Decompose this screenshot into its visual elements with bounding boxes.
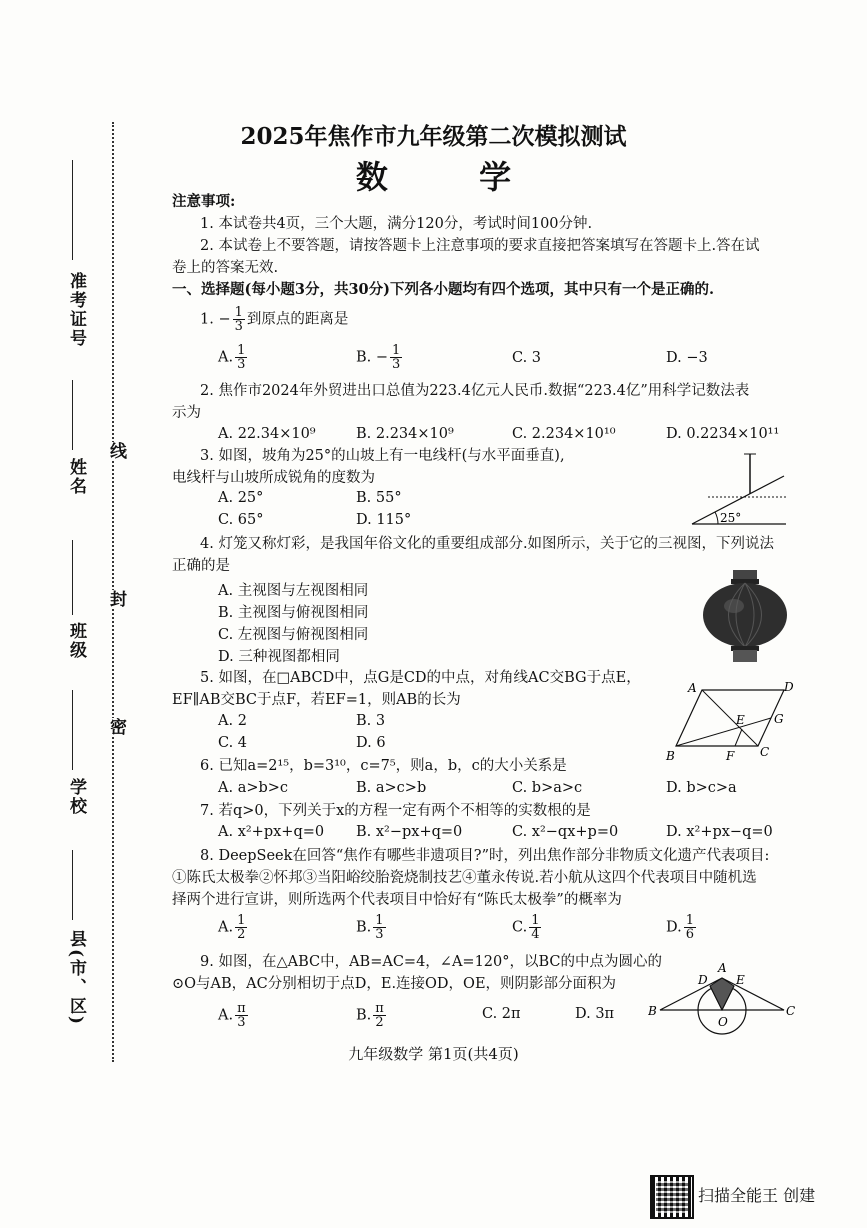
q2-option-b[interactable]: B. 2.234×10⁹ xyxy=(356,426,454,442)
svg-text:C: C xyxy=(786,1004,796,1018)
svg-text:E: E xyxy=(736,713,745,727)
q7-option-b[interactable]: B. x²−px+q=0 xyxy=(356,824,463,840)
question-1: 1. − $\frac{1}{3}$ 到原点的距离是 xyxy=(200,305,349,334)
class-blank xyxy=(72,540,73,615)
q7-option-d[interactable]: D. x²+px−q=0 xyxy=(666,824,773,840)
seal-char-line: 线 xyxy=(104,442,129,461)
q9-option-c[interactable]: C. 2π xyxy=(482,1006,521,1022)
class-label: 班级 xyxy=(66,622,86,660)
q5-option-b[interactable]: B. 3 xyxy=(356,713,386,729)
q6-option-d[interactable]: D. b>c>a xyxy=(666,780,737,796)
q5-option-a[interactable]: A. 2 xyxy=(218,713,247,729)
q2-option-d[interactable]: D. 0.2234×10¹¹ xyxy=(666,426,780,442)
q3-line-1: 3. 如图，坡角为25°的山坡上有一电线杆(与水平面垂直), xyxy=(200,448,565,464)
svg-text:A: A xyxy=(718,961,727,975)
q7-line-1: 7. 若q>0，下列关于x的方程一定有两个不相等的实数根的是 xyxy=(200,803,591,819)
parallelogram-figure xyxy=(662,678,798,766)
q4-line-1: 4. 灯笼又称灯彩，是我国年俗文化的重要组成部分.如图所示，关于它的三视图，下列说法 xyxy=(200,536,775,552)
q5-line-1: 5. 如图，在□ABCD中，点G是CD的中点，对角线AC交BG于点E， xyxy=(200,670,641,686)
q3-option-b[interactable]: B. 55° xyxy=(356,490,402,506)
q1-option-c[interactable]: C. 3 xyxy=(512,350,542,366)
note-2b: 卷上的答案无效. xyxy=(172,260,279,276)
scanner-watermark: 扫描全能王 创建 xyxy=(698,1186,816,1205)
q8-option-a[interactable]: A. $\frac{1}{2}$ xyxy=(218,913,246,942)
q6-line-1: 6. 已知a=2¹⁵，b=3¹⁰，c=7⁵，则a，b，c的大小关系是 xyxy=(200,758,567,774)
name-blank xyxy=(72,380,73,450)
q1-option-a[interactable]: A. $\frac{1}{3}$ xyxy=(218,343,246,372)
q3-line-2: 电线杆与山坡所成锐角的度数为 xyxy=(172,470,375,486)
slope-pole-figure xyxy=(688,448,788,528)
svg-text:O: O xyxy=(718,1015,728,1029)
q2-line-2: 示为 xyxy=(172,405,201,421)
q9-line-1: 9. 如图，在△ABC中，AB=AC=4，∠A=120°，以BC的中点为圆心的 xyxy=(200,954,663,970)
q4-option-c[interactable]: C. 左视图与俯视图相同 xyxy=(218,627,369,643)
q5-option-c[interactable]: C. 4 xyxy=(218,735,248,751)
svg-text:D: D xyxy=(784,680,794,694)
q9-line-2: ⊙O与AB，AC分别相切于点D，E.连接OD，OE，则阴影部分面积为 xyxy=(172,976,617,992)
svg-text:D: D xyxy=(698,973,708,987)
q7-option-a[interactable]: A. x²+px+q=0 xyxy=(218,824,325,840)
svg-text:F: F xyxy=(726,749,735,763)
q6-option-b[interactable]: B. a>c>b xyxy=(356,780,427,796)
q8-line-2: ①陈氏太极拳②怀邦③当阳峪绞胎瓷烧制技艺④董永传说.若小航从这四个代表项目中随机选 xyxy=(172,870,757,886)
q6-option-a[interactable]: A. a>b>c xyxy=(218,780,289,796)
lantern-image xyxy=(702,568,788,664)
school-label: 学校 xyxy=(66,778,86,816)
subject-title: 数 学 xyxy=(355,158,552,196)
page-footer: 九年级数学 第1页(共4页) xyxy=(348,1045,519,1063)
q3-option-d[interactable]: D. 115° xyxy=(356,512,412,528)
svg-text:G: G xyxy=(774,712,784,726)
q3-option-a[interactable]: A. 25° xyxy=(218,490,264,506)
seal-char-seal: 封 xyxy=(104,590,129,609)
q8-line-1: 8. DeepSeek在回答“焦作有哪些非遗项目?”时，列出焦作部分非物质文化遗产代表项目: xyxy=(200,848,770,864)
q5-line-2: EF∥AB交BC于点F，若EF=1，则AB的长为 xyxy=(172,692,461,708)
q4-line-2: 正确的是 xyxy=(172,558,230,574)
q2-option-c[interactable]: C. 2.234×10¹⁰ xyxy=(512,426,616,442)
exam-title: 2025年焦作市九年级第二次模拟测试 xyxy=(240,123,627,150)
svg-text:A: A xyxy=(688,681,697,695)
note-1: 1. 本试卷共4页，三个大题，满分120分，考试时间100分钟. xyxy=(200,216,593,232)
q8-option-c[interactable]: C. $\frac{1}{4}$ xyxy=(512,913,540,942)
q9-option-b[interactable]: B. $\frac{\pi}{2}$ xyxy=(356,1001,384,1030)
triangle-circle-figure xyxy=(648,960,798,1050)
county-blank xyxy=(72,850,73,920)
q8-option-d[interactable]: D. $\frac{1}{6}$ xyxy=(666,913,694,942)
name-label: 姓名 xyxy=(66,458,86,496)
q2-line-1: 2. 焦作市2024年外贸进出口总值为223.4亿元人民币.数据“223.4亿”用科学记数法表 xyxy=(200,383,750,399)
q6-option-c[interactable]: C. b>a>c xyxy=(512,780,583,796)
seal-char-secret: 密 xyxy=(104,718,129,737)
q8-line-3: 择两个进行宣讲，则所选两个代表项目中恰好有“陈氏太极拳”的概率为 xyxy=(172,892,622,908)
note-2a: 2. 本试卷上不要答题，请按答题卡上注意事项的要求直接把答案填写在答题卡上.答在试 xyxy=(200,238,760,254)
q9-option-d[interactable]: D. 3π xyxy=(575,1006,615,1022)
svg-text:B: B xyxy=(648,1004,657,1018)
q2-option-a[interactable]: A. 22.34×10⁹ xyxy=(218,426,316,442)
q8-option-b[interactable]: B. $\frac{1}{3}$ xyxy=(356,913,384,942)
svg-text:25°: 25° xyxy=(720,511,742,525)
q9-option-a[interactable]: A. $\frac{\pi}{3}$ xyxy=(218,1001,246,1030)
exam-number-label: 准考证号 xyxy=(66,272,86,348)
q1-option-b[interactable]: B. − $\frac{1}{3}$ xyxy=(356,343,401,372)
q7-option-c[interactable]: C. x²−qx+p=0 xyxy=(512,824,619,840)
notes-heading: 注意事项: xyxy=(172,193,236,210)
section-1-heading: 一、选择题(每小题3分，共30分)下列各小题均有四个选项，其中只有一个是正确的. xyxy=(172,281,715,298)
county-label: 县(市、区) xyxy=(66,930,86,1027)
q4-option-a[interactable]: A. 主视图与左视图相同 xyxy=(218,583,369,599)
q5-option-d[interactable]: D. 6 xyxy=(356,735,386,751)
q1-option-d[interactable]: D. −3 xyxy=(666,350,708,366)
svg-text:E: E xyxy=(736,973,745,987)
svg-text:B: B xyxy=(666,749,675,763)
qr-code-icon xyxy=(650,1175,694,1219)
q4-option-d[interactable]: D. 三种视图都相同 xyxy=(218,649,340,665)
svg-text:C: C xyxy=(760,745,770,759)
q3-option-c[interactable]: C. 65° xyxy=(218,512,264,528)
q4-option-b[interactable]: B. 主视图与俯视图相同 xyxy=(218,605,369,621)
school-blank xyxy=(72,690,73,770)
